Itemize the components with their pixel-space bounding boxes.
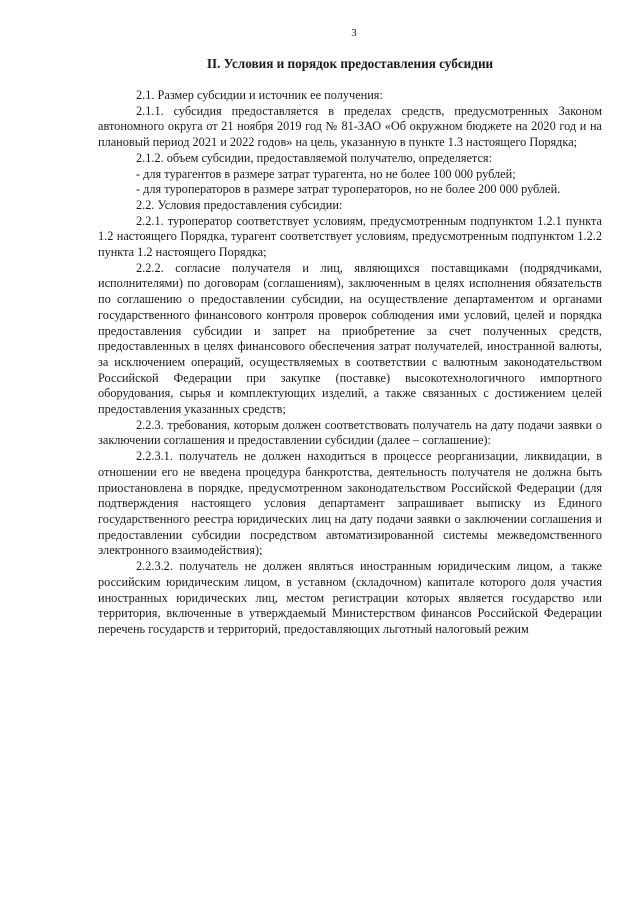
paragraph-2-2-2: 2.2.2. согласие получателя и лиц, являющихся поставщиками (подрядчиками, исполнителями) по договорам (соглашениям), заключенным в целях исполнения обязательств по соглашению о предоставлении субсидии, на осуществление департаментом и органами государственного финансового контроля проверок соблюдения ими условий, целей и порядка предоставления субсидии и запрет на приобретение за счет полученных средств, предоставленных в целях финансового обеспечения затрат получателей, иностранной валюты, за исключением операций, осуществляемых в соответствии с валютным законодательством Российской Федерации при закупке (поставке) высокотехнологичного импортного оборудования, сырья и комплектующих изделий, а также связанных с достижением целей предоставления указанных средств; [98,260,602,417]
paragraph-2-2-1: 2.2.1. туроператор соответствует условиям, предусмотренным подпунктом 1.2.1 пункта 1.2 настоящего Порядка, турагент соответствует условиям, предусмотренным подпунктом 1.2.2 пункта 1.2 настоящего Порядка; [98,213,602,260]
paragraph-travel-agents: - для турагентов в размере затрат турагента, но не более 100 000 рублей; [136,166,516,181]
section-title: II. Условия и порядок предоставления субсидии [206,56,494,71]
paragraph-2-1-1: 2.1.1. субсидия предоставляется в пределах средств, предусмотренных Законом автономного округа от 21 ноября 2019 год № 81-ЗАО «Об окружном бюджете на 2020 год и на плановый период 2021 и 2022 годов» на цель, указанную в пункте 1.3 настоящего Порядка; [98,103,602,150]
paragraph-tour-operators: - для туроператоров в размере затрат туроператоров, но не более 200 000 рублей. [136,182,561,197]
paragraph-2-1: 2.1. Размер субсидии и источник ее получения: [136,88,383,102]
paragraph-2-2-3-1: 2.2.3.1. получатель не должен находиться в процессе реорганизации, ликвидации, в отношении его не введена процедура банкротства, деятельность получателя не должна быть приостановлена в порядке, предусмотренном законодательством Российской Федерации (для подтверждения настоящего условия департамент запрашивает выписку из Единого государственного реестра юридических лиц на дату подачи заявки о заключении соглашения и предоставлении субсидии посредством автоматизированной системы межведомственного электронного взаимодействия); [98,449,602,558]
page-number: 3 [351,27,357,39]
paragraph-2-2-3: 2.2.3. требования, которым должен соответствовать получатель на дату подачи заявки о заключении соглашения и предоставлении субсидии (далее – соглашение): [98,417,602,448]
document-body [98,88,602,638]
paragraph-2-1-2: 2.1.2. объем субсидии, предоставляемой получателю, определяется: [136,150,492,165]
paragraph-2-2: 2.2. Условия предоставления субсидии: [136,197,343,212]
paragraph-2-2-3-2: 2.2.3.2. получатель не должен являться иностранным юридическим лицом, а также российским юридическим лицом, в уставном (складочном) капитале которого доля участия иностранных юридических лиц, местом регистрации которых является государство или территория, включенные в утверждаемый Министерством финансов Российской Федерации перечень государств и территорий, предоставляющих льготный налоговый режим [98,559,602,636]
